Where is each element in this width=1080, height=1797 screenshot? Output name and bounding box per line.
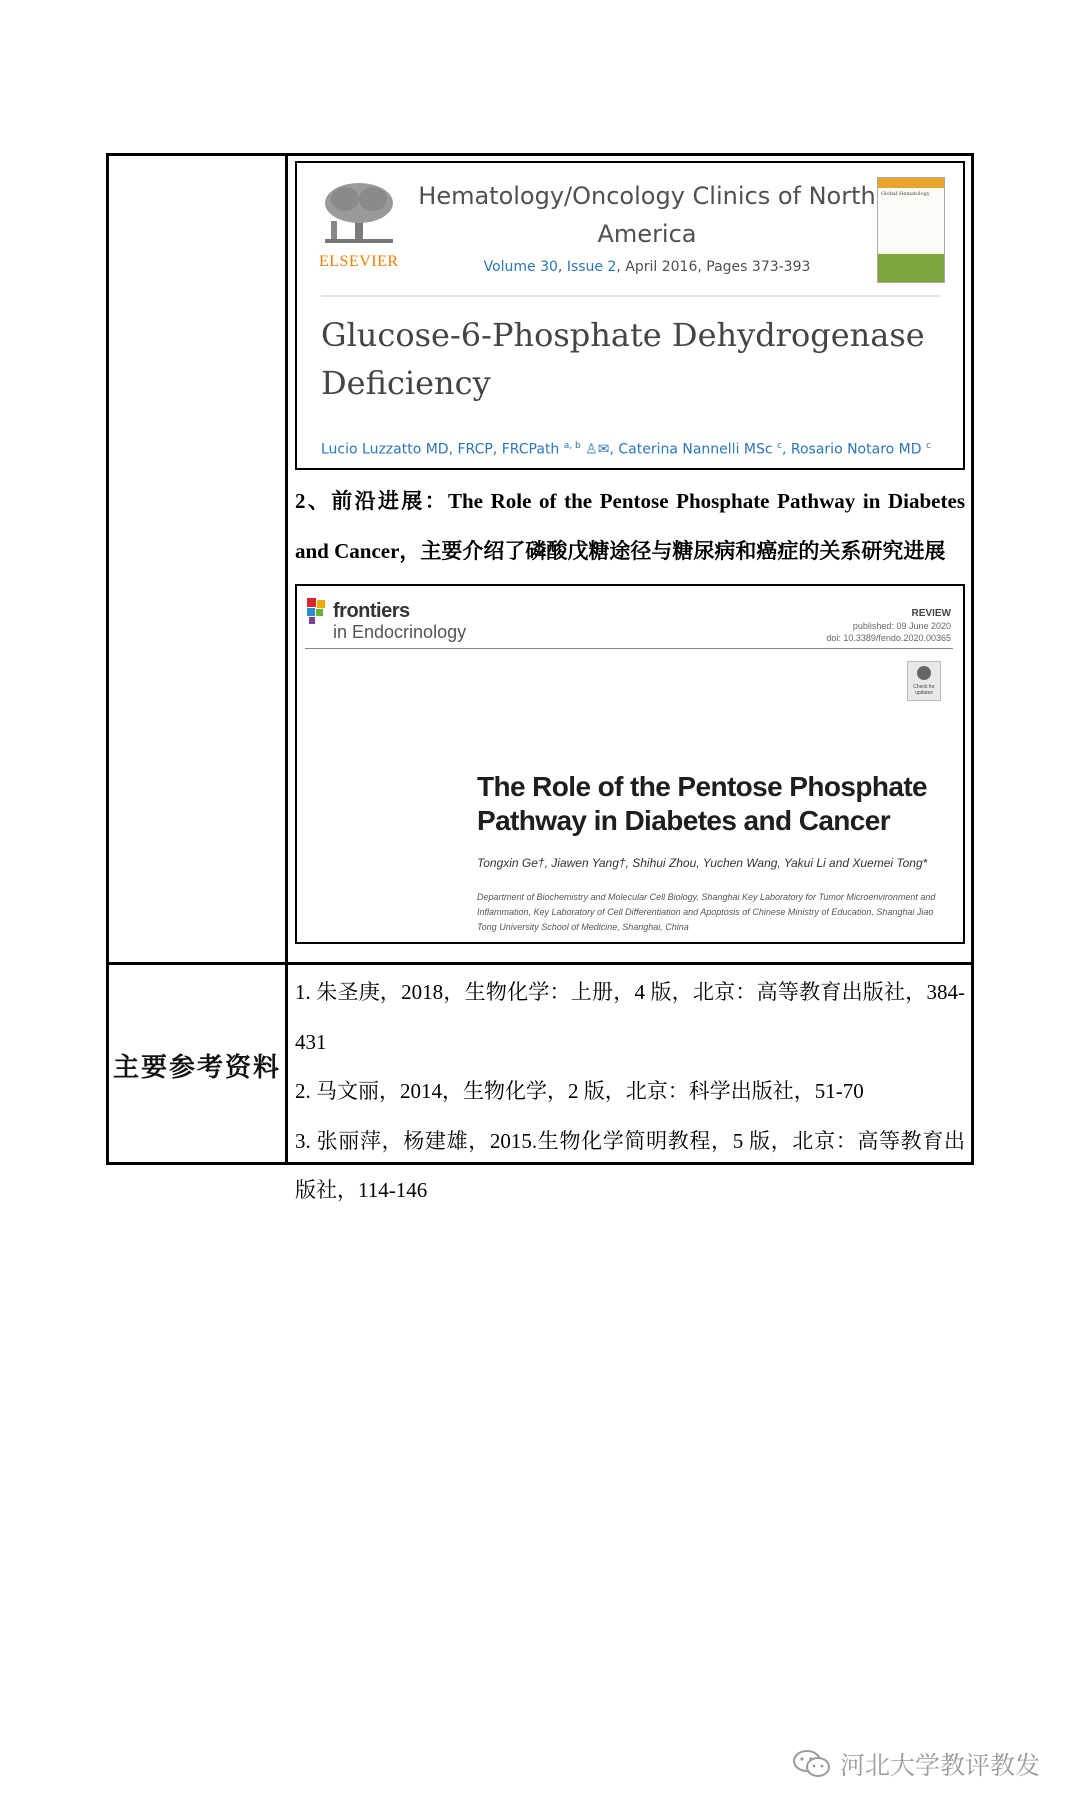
progress-paragraph: 2、前沿进展：The Role of the Pentose Phosphate Pathway in Diabetes and Cancer，主要介绍了磷酸戊糖途径与糖尿病和癌症的关系研究进展 — [295, 489, 965, 563]
person-icon: ♙ — [585, 441, 598, 458]
article-card-g6pd — [295, 161, 965, 470]
frontiers-brand: frontiers — [333, 600, 410, 622]
article-title-line2: Deficiency — [321, 364, 491, 402]
article-title-line1: Glucose-6-Phosphate Dehydrogenase — [321, 316, 925, 354]
author-list: Tongxin Ge†, Jiawen Yang†, Shihui Zhou, Yuchen Wang, Yakui Li and Xuemei Tong* — [477, 856, 928, 870]
elsevier-tree-icon — [319, 181, 399, 245]
check-updates-label: Check for updates — [913, 684, 935, 696]
author-affiliation-sup: c — [925, 441, 931, 451]
article-title — [321, 311, 941, 407]
author-list: Lucio Luzzatto MD, FRCP, FRCPath $^{a, b}$ ♙✉, Caterina Nannelli MSc $^c$, Rosario Notaro MD $^c$ — [321, 441, 931, 458]
article-title — [477, 770, 937, 838]
table-vertical-divider — [285, 156, 288, 1162]
journal-name-line2: America — [597, 220, 697, 248]
author-link[interactable]: Caterina Nannelli MSc — [618, 441, 773, 458]
doi: doi: 10.3389/fendo.2020.00365 — [826, 633, 951, 643]
wechat-icon — [792, 1748, 832, 1780]
info-table — [106, 153, 974, 1202]
cover-title: Global Hematology — [878, 188, 944, 252]
volume-line: Volume 30, Issue 2, April 2016, Pages 373-393 — [483, 259, 811, 275]
references-list — [295, 968, 965, 1216]
divider — [321, 295, 941, 297]
references-label: 主要参考资料 — [112, 1052, 281, 1083]
author-affiliation-sup: a, b — [563, 441, 581, 451]
author-link[interactable]: Rosario Notaro MD — [790, 441, 922, 458]
divider — [305, 648, 953, 649]
article-card-pentose — [295, 584, 965, 944]
published-date: published: 09 June 2020 — [852, 621, 951, 631]
volume-link[interactable]: Volume 30 — [483, 259, 558, 275]
article-title-line1: The Role of the Pentose Phosphate — [477, 771, 928, 802]
watermark — [792, 1746, 1040, 1782]
article-title-line2: Pathway in Diabetes and Cancer — [477, 805, 891, 836]
journal-name — [397, 177, 897, 253]
reference-item: 2. 马文丽，2014，生物化学，2 版，北京：科学出版社，51-70 — [295, 1079, 864, 1103]
journal-cover-thumbnail — [877, 177, 945, 283]
author-affiliation-sup: c — [777, 441, 782, 451]
date-pages: , April 2016, Pages 373-393 — [616, 259, 811, 275]
issue-link[interactable]: Issue 2 — [566, 259, 617, 275]
article-type: REVIEW — [911, 608, 951, 619]
author-link[interactable]: Lucio Luzzatto MD, FRCP, FRCPath — [321, 441, 560, 458]
journal-name-line1: Hematology/Oncology Clinics of North — [418, 182, 876, 210]
frontiers-logo-icon — [305, 596, 329, 626]
check-updates-icon[interactable] — [907, 661, 941, 701]
frontiers-journal: in Endocrinology — [333, 622, 467, 642]
publisher-logo-text: ELSEVIER — [319, 253, 399, 270]
reference-item: 1. 朱圣庚，2018，生物化学：上册，4 版，北京：高等教育出版社，384-431 — [295, 980, 965, 1054]
article-meta — [826, 608, 951, 644]
watermark-text: 河北大学教评教发 — [839, 1751, 1040, 1780]
reference-item: 3. 张丽萍，杨建雄，2015.生物化学简明教程，5 版，北京：高等教育出版社，114-146 — [295, 1128, 965, 1202]
email-icon[interactable]: ✉ — [597, 441, 610, 458]
affiliation: Department of Biochemistry and Molecular Cell Biology, Shanghai Key Laboratory for Tumor Microenvironment and Inflammation, Key Laboratory of Cell Differentiation and Apoptosis of Chinese Ministry of Education, Shanghai Jiao Tong University School of Medicine, Shanghai, China — [477, 892, 936, 932]
